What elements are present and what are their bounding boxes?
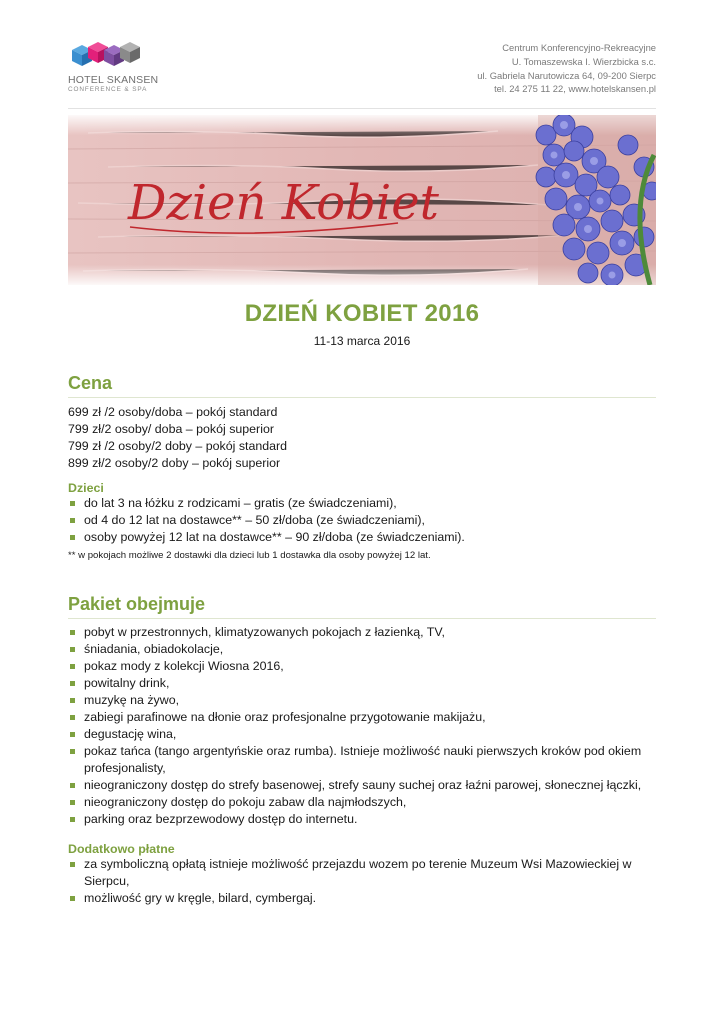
banner-script-text: Dzień Kobiet bbox=[128, 175, 439, 231]
hotel-logo bbox=[68, 38, 178, 102]
price-line: 799 zł/2 osoby/ doba – pokój superior bbox=[68, 422, 274, 436]
logo-cubes-icon bbox=[68, 38, 178, 74]
price-line: 699 zł /2 osoby/doba – pokój standard bbox=[68, 405, 278, 419]
event-date: 11-13 marca 2016 bbox=[313, 334, 411, 348]
footnote: ** w pokojach możliwe 2 dostawki dla dzieci lub 1 dostawka dla osoby powyżej 12 lat. bbox=[68, 550, 431, 561]
price-line: 899 zł/2 osoby/2 doby – pokój superior bbox=[68, 456, 281, 470]
children-heading: Dzieci bbox=[68, 481, 104, 495]
logo-name: HOTEL SKANSEN bbox=[68, 74, 159, 86]
list-item: od 4 do 12 lat na dostawce** – 50 zł/doba (ze świadczeniami), bbox=[68, 512, 656, 529]
price-line: 799 zł /2 osoby/2 doby – pokój standard bbox=[68, 439, 288, 453]
page-title: DZIEŃ KOBIET 2016 bbox=[244, 300, 480, 327]
price-list bbox=[68, 404, 656, 472]
list-item: do lat 3 na łóżku z rodzicami – gratis (ze świadczeniami), bbox=[68, 495, 656, 512]
list-item: śniadania, obiadokolacje, bbox=[68, 641, 656, 658]
section-heading: Pakiet obejmuje bbox=[68, 594, 656, 619]
page-header bbox=[68, 38, 656, 102]
list-item: pokaz mody z kolekcji Wiosna 2016, bbox=[68, 658, 656, 675]
address-block bbox=[477, 41, 656, 96]
list-item: pokaz tańca (tango argentyńskie oraz rumba). Istnieje możliwość nauki pierwszych kroków pod okiem profesjonalisty, bbox=[68, 743, 656, 777]
extra-paid-heading: Dodatkowo płatne bbox=[68, 842, 175, 856]
extra-paid-list bbox=[68, 856, 656, 907]
list-item: nieograniczony dostęp do strefy basenowej, strefy sauny suchej oraz łaźni parowej, słonecznej łączki, bbox=[68, 777, 656, 794]
list-item: parking oraz bezprzewodowy dostęp do internetu. bbox=[68, 811, 656, 828]
banner-illustration bbox=[68, 115, 656, 285]
address-line: tel. 24 275 11 22, www.hotelskansen.pl bbox=[494, 83, 656, 95]
address-line: ul. Gabriela Narutowicza 64, 09-200 Sierpc bbox=[477, 69, 656, 81]
hyacinth-flowers-icon bbox=[536, 115, 656, 285]
address-line: Centrum Konferencyjno-Rekreacyjne bbox=[502, 42, 656, 53]
children-price-list bbox=[68, 495, 656, 546]
package-list bbox=[68, 624, 656, 828]
logo-subtitle: CONFERENCE & SPA bbox=[68, 86, 148, 93]
list-item: za symboliczną opłatą istnieje możliwość przejazdu wozem po terenie Muzeum Wsi Mazowieckiej w Sierpcu, bbox=[68, 856, 656, 890]
section-heading: Cena bbox=[68, 373, 656, 398]
list-item: zabiegi parafinowe na dłonie oraz profesjonalne przygotowanie makijażu, bbox=[68, 709, 656, 726]
price-section bbox=[68, 373, 656, 561]
address-line: U. Tomaszewska I. Wierzbicka s.c. bbox=[511, 55, 656, 67]
list-item: nieograniczony dostęp do pokoju zabaw dla najmłodszych, bbox=[68, 794, 656, 811]
header-divider bbox=[68, 108, 656, 109]
list-item: degustację wina, bbox=[68, 726, 656, 743]
list-item: pobyt w przestronnych, klimatyzowanych pokojach z łazienką, TV, bbox=[68, 624, 656, 641]
list-item: powitalny drink, bbox=[68, 675, 656, 692]
list-item: osoby powyżej 12 lat na dostawce** – 90 zł/doba (ze świadczeniami). bbox=[68, 529, 656, 546]
list-item: muzykę na żywo, bbox=[68, 692, 656, 709]
banner-image bbox=[68, 115, 656, 285]
list-item: możliwość gry w kręgle, bilard, cymbergaj. bbox=[68, 890, 656, 907]
package-section bbox=[68, 594, 656, 907]
